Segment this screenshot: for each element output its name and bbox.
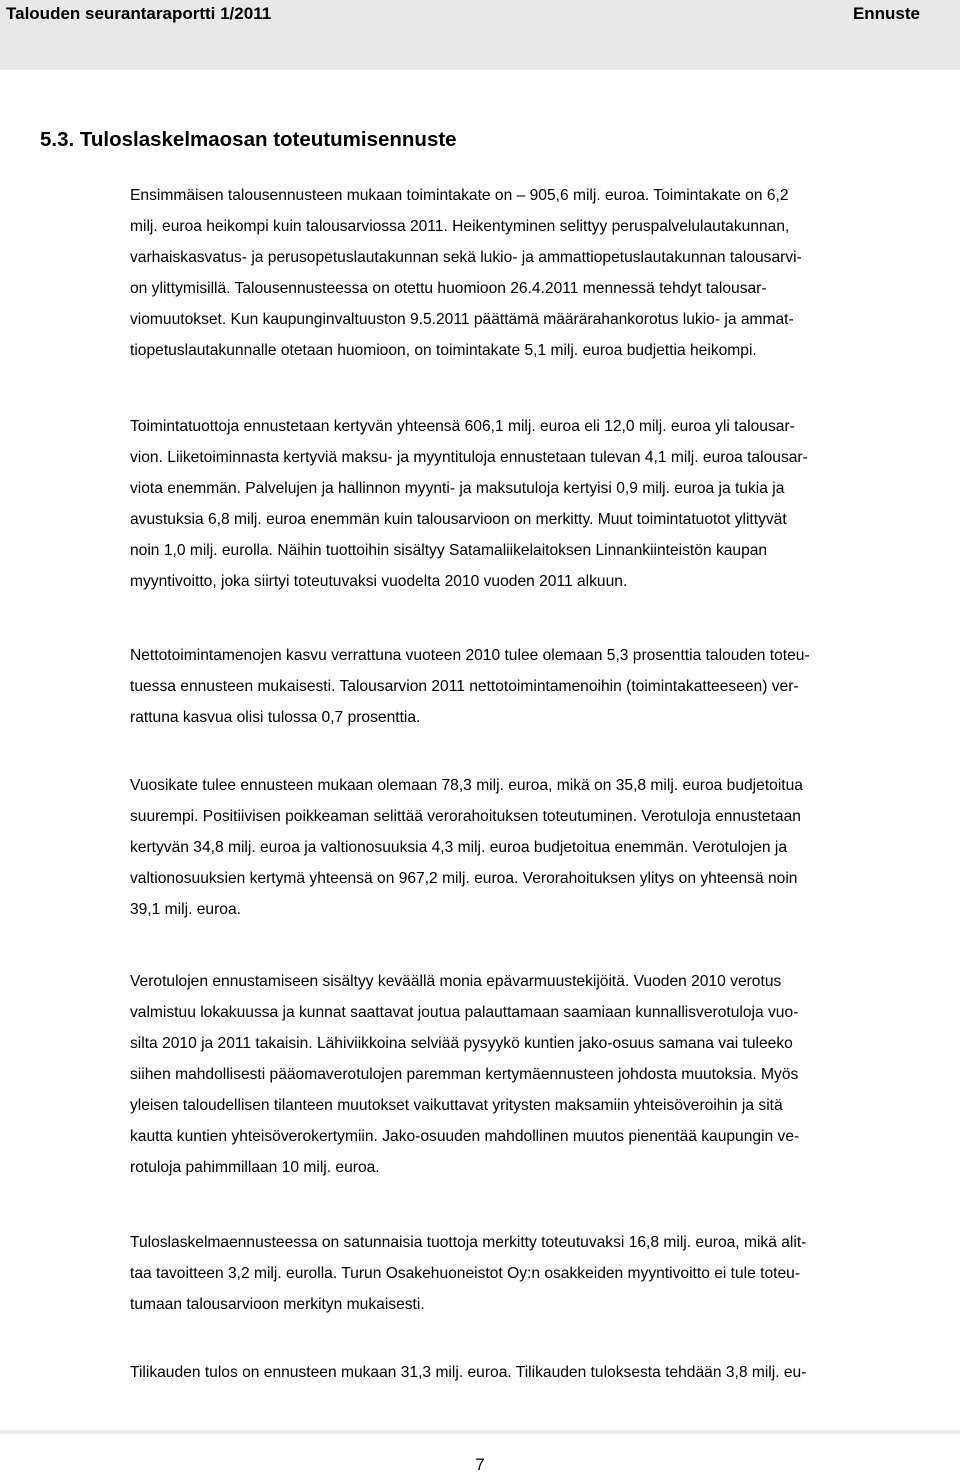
text-line: siihen mahdollisesti pääomaverotulojen paremman kertymäennusteen johdosta muutoksia. Myös (130, 1066, 799, 1083)
text-line: noin 1,0 milj. eurolla. Näihin tuottoihin sisältyy Satamaliikelaitoksen Linnankiinteistön kaupan (130, 542, 768, 559)
text-line: rotuloja pahimmillaan 10 milj. euroa. (130, 1159, 380, 1176)
paragraph-operating-margin (130, 180, 960, 366)
paragraph-net-expenses (130, 640, 960, 733)
text-line: avustuksia 6,8 milj. euroa enemmän kuin talousarvioon on merkitty. Muut toimintatuotot ylittyvät (130, 511, 787, 528)
report-section-label: Ennuste (852, 4, 920, 23)
paragraph-operating-income (130, 411, 960, 597)
text-line: Tuloslaskelmaennusteessa on satunnaisia tuottoja merkitty toteutuvaksi 16,8 milj. euroa, mikä alit- (130, 1234, 807, 1251)
section-heading: 5.3. Tuloslaskelmaosan toteutumisennuste (40, 128, 457, 151)
text-line: Tilikauden tulos on ennusteen mukaan 31,3 milj. euroa. Tilikauden tuloksesta tehdään 3,8 milj. eu- (130, 1364, 807, 1381)
text-line: tuessa ennusteen mukaisesti. Talousarvion 2011 nettotoimintamenoihin (toimintakatteeseen) ver- (130, 678, 799, 695)
paragraph-fiscal-result (130, 1357, 960, 1388)
page-header (0, 0, 960, 70)
report-title: Talouden seurantaraportti 1/2011 (6, 4, 272, 23)
text-line: silta 2010 ja 2011 takaisin. Lähiviikkoina selviää pysyykö kuntien jako-osuus samana vai tuleeko (130, 1035, 793, 1052)
text-line: milj. euroa heikompi kuin talousarviossa 2011. Heikentyminen selittyy peruspalvelulautakunnan, (130, 218, 790, 235)
page-number: 7 (475, 1455, 485, 1474)
text-line: valtionosuuksien kertymä yhteensä on 967,2 milj. euroa. Verorahoituksen ylitys on yhteensä noin (130, 870, 798, 887)
text-line: Ensimmäisen talousennusteen mukaan toimintakate on – 905,6 milj. euroa. Toimintakate on 6,2 (130, 187, 789, 204)
text-line: Toimintatuottoja ennustetaan kertyvän yhteensä 606,1 milj. euroa eli 12,0 milj. euroa yli talousar- (130, 418, 795, 435)
text-line: myyntivoitto, joka siirtyi toteutuvaksi vuodelta 2010 vuoden 2011 alkuun. (130, 573, 628, 590)
text-line: tumaan talousarvioon merkityn mukaisesti. (130, 1296, 425, 1313)
text-line: kautta kuntien yhteisöverokertymiin. Jako-osuuden mahdollinen muutos pienentää kaupungin ve- (130, 1128, 800, 1145)
text-line: 39,1 milj. euroa. (130, 901, 241, 918)
text-line: Vuosikate tulee ennusteen mukaan olemaan 78,3 milj. euroa, mikä on 35,8 milj. euroa budjetoitua (130, 777, 803, 794)
text-line: rattuna kasvua olisi tulossa 0,7 prosenttia. (130, 709, 421, 726)
text-line: Verotulojen ennustamiseen sisältyy keväällä monia epävarmuustekijöitä. Vuoden 2010 verotus (130, 973, 782, 990)
paragraph-tax-forecast (130, 966, 960, 1183)
footer-divider (0, 1430, 960, 1434)
text-line: kertyvän 34,8 milj. euroa ja valtionosuuksia 4,3 milj. euroa budjetoitua enemmän. Verotulojen ja (130, 839, 788, 856)
text-line: yleisen taloudellisen tilanteen muutokset vaikuttavat yritysten maksamiin yhteisöveroihin ja sitä (130, 1097, 783, 1114)
text-line: Nettotoimintamenojen kasvu verrattuna vuoteen 2010 tulee olemaan 5,3 prosenttia talouden toteu- (130, 647, 810, 664)
text-line: suurempi. Positiivisen poikkeaman selittää verorahoituksen toteutuminen. Verotuloja ennustetaan (130, 808, 801, 825)
text-line: tiopetuslautakunnalle otetaan huomioon, on toimintakate 5,1 milj. euroa budjettia heikompi. (130, 342, 757, 359)
text-line: taa tavoitteen 3,2 milj. eurolla. Turun Osakehuoneistot Oy:n osakkeiden myyntivoitto ei tule toteu- (130, 1265, 801, 1282)
text-line: vion. Liiketoiminnasta kertyviä maksu- ja myyntituloja ennustetaan tulevan 4,1 milj. euroa talousar- (130, 449, 808, 466)
text-line: viomuutokset. Kun kaupunginvaltuuston 9.5.2011 päättämä määrärahankorotus lukio- ja ammat- (130, 311, 794, 328)
text-line: on ylittymisillä. Talousennusteessa on otettu huomioon 26.4.2011 mennessä tehdyt talousar- (130, 280, 767, 297)
paragraph-annual-margin (130, 770, 960, 925)
text-line: varhaiskasvatus- ja perusopetuslautakunnan sekä lukio- ja ammattiopetuslautakunnan talousarvi- (130, 249, 802, 266)
text-line: valmistuu lokakuussa ja kunnat saattavat joutua palauttamaan saamiaan kunnallisverotuloja vuo- (130, 1004, 799, 1021)
text-line: viota enemmän. Palvelujen ja hallinnon myynti- ja maksutuloja kertyisi 0,9 milj. euroa ja tukia ja (130, 480, 785, 497)
paragraph-extraordinary-income (130, 1227, 960, 1320)
